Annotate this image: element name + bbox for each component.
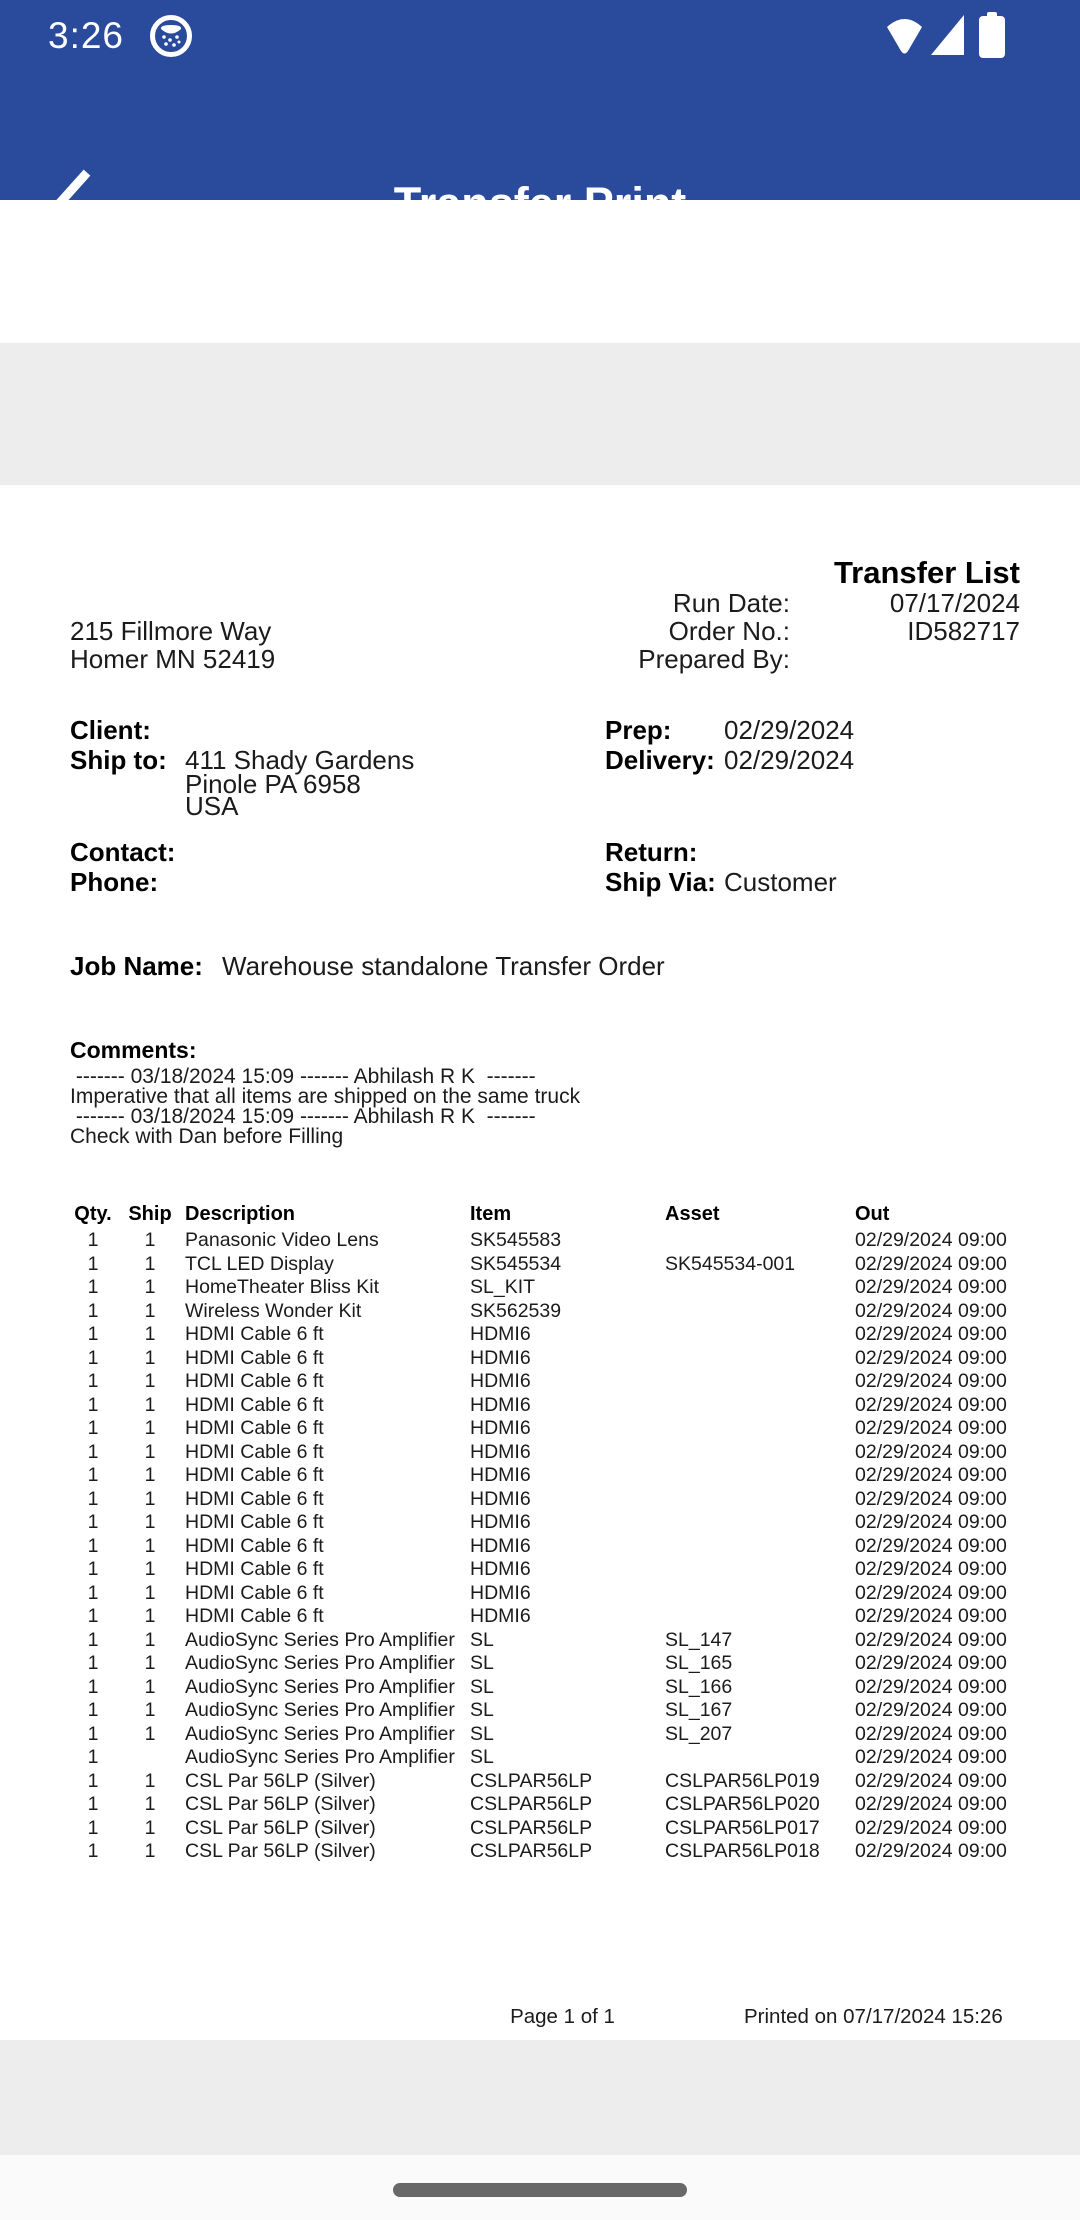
cell-qty: 1 xyxy=(87,1675,99,1698)
run-date-label: Run Date: xyxy=(672,588,790,618)
cell-qty: 1 xyxy=(87,1346,99,1369)
table-row xyxy=(0,1253,1080,1277)
cell-description: HDMI Cable 6 ft xyxy=(185,1581,324,1604)
table-row xyxy=(0,1746,1080,1770)
cell-item: SL xyxy=(470,1675,494,1698)
cell-qty: 1 xyxy=(87,1699,99,1721)
page-number: Page 1 of 1 xyxy=(510,2005,615,2028)
cell-ship: 1 xyxy=(144,1793,156,1815)
cell-qty: 1 xyxy=(87,1652,99,1674)
cell-out: 02/29/2024 09:00 xyxy=(855,1417,1007,1439)
cell-item: HDMI6 xyxy=(470,1487,531,1510)
order-no-label: Order No.: xyxy=(668,616,790,646)
table-row xyxy=(0,1535,1080,1559)
order-no-value: ID582717 xyxy=(907,616,1020,646)
table-row xyxy=(0,1793,1080,1817)
col-header-out: Out xyxy=(855,1203,890,1225)
cell-description: CSL Par 56LP (Silver) xyxy=(185,1840,376,1862)
cell-out: 02/29/2024 09:00 xyxy=(855,1323,1007,1345)
cell-qty: 1 xyxy=(87,1487,99,1510)
cell-description: Wireless Wonder Kit xyxy=(185,1299,362,1322)
status-bar xyxy=(0,0,1080,70)
cell-out: 02/29/2024 09:00 xyxy=(855,1652,1007,1674)
cell-description: HDMI Cable 6 ft xyxy=(185,1534,324,1557)
cell-description: CSL Par 56LP (Silver) xyxy=(185,1816,376,1839)
cell-description: CSL Par 56LP (Silver) xyxy=(185,1769,376,1792)
cell-qty: 1 xyxy=(87,1793,99,1815)
cell-description: HDMI Cable 6 ft xyxy=(185,1417,324,1439)
phone-label: Phone: xyxy=(70,867,159,897)
cell-ship: 1 xyxy=(144,1722,156,1745)
cell-ship: 1 xyxy=(144,1558,156,1580)
cell-qty: 1 xyxy=(87,1229,99,1251)
cell-item: SL_KIT xyxy=(470,1276,536,1298)
cell-item: HDMI6 xyxy=(470,1370,531,1392)
cell-out: 02/29/2024 09:00 xyxy=(855,1699,1007,1721)
cell-qty: 1 xyxy=(87,1323,99,1345)
order-toolbar xyxy=(0,200,1080,343)
cell-qty: 1 xyxy=(87,1840,99,1862)
cell-item: SL xyxy=(470,1628,494,1651)
table-row xyxy=(0,1699,1080,1723)
cell-item: HDMI6 xyxy=(470,1346,531,1369)
document-page xyxy=(0,485,1080,2040)
cell-asset: SL_207 xyxy=(665,1722,733,1745)
ship-to-line1: 411 Shady Gardens xyxy=(185,745,415,775)
table-row xyxy=(0,1840,1080,1864)
comment-line: ------- 03/18/2024 15:09 ------- Abhilash R K ------- xyxy=(70,1065,536,1088)
cell-ship: 1 xyxy=(144,1464,156,1486)
col-header-description: Description xyxy=(185,1203,296,1225)
cell-ship: 1 xyxy=(144,1346,156,1369)
cell-description: TCL LED Display xyxy=(185,1252,334,1275)
table-row xyxy=(0,1582,1080,1606)
client-label: Client: xyxy=(70,715,151,745)
cell-qty: 1 xyxy=(87,1417,99,1439)
ship-via-value: Customer xyxy=(724,867,837,897)
cell-description: Panasonic Video Lens xyxy=(185,1229,379,1251)
battery-icon xyxy=(979,12,1005,58)
cell-qty: 1 xyxy=(87,1440,99,1463)
cell-asset: SL_147 xyxy=(665,1628,733,1651)
cell-out: 02/29/2024 09:00 xyxy=(855,1840,1007,1862)
cell-out: 02/29/2024 09:00 xyxy=(855,1299,1007,1322)
delivery-value: 02/29/2024 xyxy=(724,745,855,775)
cell-out: 02/29/2024 09:00 xyxy=(855,1605,1007,1627)
cell-qty: 1 xyxy=(87,1628,99,1651)
cell-description: HDMI Cable 6 ft xyxy=(185,1440,324,1463)
cell-description: HDMI Cable 6 ft xyxy=(185,1323,324,1345)
cell-item: HDMI6 xyxy=(470,1323,531,1345)
table-row xyxy=(0,1417,1080,1441)
cell-description: HomeTheater Bliss Kit xyxy=(185,1276,379,1298)
cell-out: 02/29/2024 09:00 xyxy=(855,1229,1007,1251)
cell-item: HDMI6 xyxy=(470,1393,531,1416)
cell-item: HDMI6 xyxy=(470,1511,531,1533)
cell-description: HDMI Cable 6 ft xyxy=(185,1464,324,1486)
notification-icon xyxy=(150,15,192,57)
cell-ship: 1 xyxy=(144,1487,156,1510)
cell-out: 02/29/2024 09:00 xyxy=(855,1628,1007,1651)
col-header-ship: Ship xyxy=(128,1203,172,1225)
cell-description: HDMI Cable 6 ft xyxy=(185,1370,324,1392)
table-row xyxy=(0,1300,1080,1324)
table-row xyxy=(0,1370,1080,1394)
cell-ship: 1 xyxy=(144,1534,156,1557)
table-row xyxy=(0,1605,1080,1629)
cell-asset: SK545534-001 xyxy=(665,1252,796,1275)
cell-item: HDMI6 xyxy=(470,1464,531,1486)
table-row xyxy=(0,1464,1080,1488)
cell-asset: SL_167 xyxy=(665,1699,733,1721)
cell-qty: 1 xyxy=(87,1464,99,1486)
table-row xyxy=(0,1817,1080,1841)
prep-label: Prep: xyxy=(605,715,672,745)
run-date-value: 07/17/2024 xyxy=(889,588,1020,618)
cell-out: 02/29/2024 09:00 xyxy=(855,1393,1007,1416)
cell-item: SL xyxy=(470,1746,494,1768)
document-preview-area[interactable] xyxy=(0,343,1080,2155)
cell-qty: 1 xyxy=(87,1581,99,1604)
cell-asset: CSLPAR56LP018 xyxy=(665,1840,820,1862)
cell-item: HDMI6 xyxy=(470,1417,531,1439)
cell-ship: 1 xyxy=(144,1511,156,1533)
system-nav-bar xyxy=(0,2155,1080,2220)
cell-out: 02/29/2024 09:00 xyxy=(855,1769,1007,1792)
cell-ship: 1 xyxy=(144,1605,156,1627)
cell-ship: 1 xyxy=(144,1840,156,1862)
cell-ship: 1 xyxy=(144,1816,156,1839)
cell-out: 02/29/2024 09:00 xyxy=(855,1534,1007,1557)
cell-description: AudioSync Series Pro Amplifier xyxy=(185,1746,455,1768)
cell-out: 02/29/2024 09:00 xyxy=(855,1511,1007,1533)
cell-ship: 1 xyxy=(144,1370,156,1392)
cell-qty: 1 xyxy=(87,1558,99,1580)
cell-qty: 1 xyxy=(87,1816,99,1839)
cell-asset: SL_165 xyxy=(665,1652,733,1674)
cell-ship: 1 xyxy=(144,1393,156,1416)
ship-to-line2: Pinole PA 6958 xyxy=(185,769,361,799)
cell-out: 02/29/2024 09:00 xyxy=(855,1440,1007,1463)
table-row xyxy=(0,1441,1080,1465)
cell-description: AudioSync Series Pro Amplifier xyxy=(185,1722,455,1745)
prep-value: 02/29/2024 xyxy=(724,715,855,745)
ship-via-label: Ship Via: xyxy=(605,867,716,897)
cell-ship: 1 xyxy=(144,1323,156,1345)
col-header-asset: Asset xyxy=(665,1203,720,1225)
cell-item: SK545583 xyxy=(470,1229,562,1251)
cell-item: HDMI6 xyxy=(470,1605,531,1627)
cell-description: HDMI Cable 6 ft xyxy=(185,1393,324,1416)
table-row xyxy=(0,1347,1080,1371)
cell-item: SL xyxy=(470,1699,494,1721)
cell-out: 02/29/2024 09:00 xyxy=(855,1370,1007,1392)
return-label: Return: xyxy=(605,837,698,867)
table-row xyxy=(0,1323,1080,1347)
cell-asset: SL_166 xyxy=(665,1675,733,1698)
col-header-qty: Qty. xyxy=(74,1203,112,1225)
cell-qty: 1 xyxy=(87,1299,99,1322)
cell-qty: 1 xyxy=(87,1534,99,1557)
cell-ship: 1 xyxy=(144,1299,156,1322)
ship-to-label: Ship to: xyxy=(70,745,167,775)
cell-out: 02/29/2024 09:00 xyxy=(855,1276,1007,1298)
cell-item: HDMI6 xyxy=(470,1534,531,1557)
cell-qty: 1 xyxy=(87,1605,99,1627)
cell-qty: 1 xyxy=(87,1276,99,1298)
cellular-icon xyxy=(931,15,964,55)
table-row xyxy=(0,1723,1080,1747)
cell-description: AudioSync Series Pro Amplifier xyxy=(185,1652,455,1674)
comments-label: Comments: xyxy=(70,1037,197,1063)
cell-ship: 1 xyxy=(144,1699,156,1721)
cell-ship: 1 xyxy=(144,1628,156,1651)
cell-ship: 1 xyxy=(144,1252,156,1275)
table-row xyxy=(0,1394,1080,1418)
cell-description: CSL Par 56LP (Silver) xyxy=(185,1793,376,1815)
cell-item: CSLPAR56LP xyxy=(470,1816,593,1839)
cell-item: SL xyxy=(470,1722,494,1745)
cell-item: HDMI6 xyxy=(470,1440,531,1463)
cell-description: HDMI Cable 6 ft xyxy=(185,1487,324,1510)
cell-ship: 1 xyxy=(144,1229,156,1251)
cell-ship: 1 xyxy=(144,1675,156,1698)
cell-qty: 1 xyxy=(87,1746,99,1768)
ship-to-line3: USA xyxy=(185,791,239,821)
table-row xyxy=(0,1558,1080,1582)
table-row xyxy=(0,1770,1080,1794)
table-row xyxy=(0,1652,1080,1676)
home-indicator[interactable] xyxy=(393,2183,687,2197)
cell-description: HDMI Cable 6 ft xyxy=(185,1558,324,1580)
cell-qty: 1 xyxy=(87,1393,99,1416)
cell-ship: 1 xyxy=(144,1581,156,1604)
table-row xyxy=(0,1276,1080,1300)
cell-item: CSLPAR56LP xyxy=(470,1769,593,1792)
cell-description: AudioSync Series Pro Amplifier xyxy=(185,1628,455,1651)
contact-label: Contact: xyxy=(70,837,176,867)
cell-out: 02/29/2024 09:00 xyxy=(855,1746,1007,1768)
cell-out: 02/29/2024 09:00 xyxy=(855,1816,1007,1839)
cell-ship: 1 xyxy=(144,1769,156,1792)
cell-out: 02/29/2024 09:00 xyxy=(855,1581,1007,1604)
cell-asset: CSLPAR56LP017 xyxy=(665,1816,820,1839)
cell-out: 02/29/2024 09:00 xyxy=(855,1722,1007,1745)
document-title: Transfer List xyxy=(833,555,1020,590)
cell-out: 02/29/2024 09:00 xyxy=(855,1487,1007,1510)
cell-description: AudioSync Series Pro Amplifier xyxy=(185,1675,455,1698)
comment-line: ------- 03/18/2024 15:09 ------- Abhilash R K ------- xyxy=(70,1105,536,1128)
job-name-label: Job Name: xyxy=(70,951,203,981)
cell-item: SK562539 xyxy=(470,1299,562,1322)
table-row xyxy=(0,1629,1080,1653)
prepared-by-label: Prepared By: xyxy=(638,644,790,674)
table-row xyxy=(0,1488,1080,1512)
cell-description: HDMI Cable 6 ft xyxy=(185,1346,324,1369)
cell-out: 02/29/2024 09:00 xyxy=(855,1464,1007,1486)
cell-item: SK545534 xyxy=(470,1252,562,1275)
table-header xyxy=(0,1203,1080,1227)
company-address-line1: 215 Fillmore Way xyxy=(70,616,272,646)
col-header-item: Item xyxy=(470,1203,512,1225)
cell-qty: 1 xyxy=(87,1511,99,1533)
status-time: 3:26 xyxy=(48,15,125,56)
cell-asset: CSLPAR56LP020 xyxy=(665,1793,820,1815)
cell-ship: 1 xyxy=(144,1440,156,1463)
cell-qty: 1 xyxy=(87,1769,99,1792)
cell-ship: 1 xyxy=(144,1652,156,1674)
cell-ship: 1 xyxy=(144,1276,156,1298)
cell-description: HDMI Cable 6 ft xyxy=(185,1605,324,1627)
job-name-value: Warehouse standalone Transfer Order xyxy=(222,951,665,981)
cell-description: AudioSync Series Pro Amplifier xyxy=(185,1699,455,1721)
comment-line: Check with Dan before Filling xyxy=(70,1125,344,1148)
cell-item: HDMI6 xyxy=(470,1581,531,1604)
company-address-line2: Homer MN 52419 xyxy=(70,644,276,674)
cell-out: 02/29/2024 09:00 xyxy=(855,1558,1007,1580)
cell-out: 02/29/2024 09:00 xyxy=(855,1252,1007,1275)
cell-item: HDMI6 xyxy=(470,1558,531,1580)
cell-out: 02/29/2024 09:00 xyxy=(855,1346,1007,1369)
table-row xyxy=(0,1511,1080,1535)
cell-qty: 1 xyxy=(87,1722,99,1745)
wifi-icon xyxy=(886,15,923,55)
table-row xyxy=(0,1229,1080,1253)
cell-qty: 1 xyxy=(87,1370,99,1392)
cell-item: CSLPAR56LP xyxy=(470,1840,593,1862)
printed-timestamp: Printed on 07/17/2024 15:26 xyxy=(744,2005,1003,2028)
cell-asset: CSLPAR56LP019 xyxy=(665,1769,820,1792)
cell-description: HDMI Cable 6 ft xyxy=(185,1511,324,1533)
delivery-label: Delivery: xyxy=(605,745,715,775)
app-header xyxy=(0,70,1080,200)
cell-ship: 1 xyxy=(144,1417,156,1439)
cell-qty: 1 xyxy=(87,1252,99,1275)
table-body xyxy=(0,1229,1080,1864)
cell-item: SL xyxy=(470,1652,494,1674)
cell-item: CSLPAR56LP xyxy=(470,1793,593,1815)
cell-out: 02/29/2024 09:00 xyxy=(855,1793,1007,1815)
comment-line: Imperative that all items are shipped on the same truck xyxy=(70,1085,581,1108)
cell-out: 02/29/2024 09:00 xyxy=(855,1675,1007,1698)
table-row xyxy=(0,1676,1080,1700)
